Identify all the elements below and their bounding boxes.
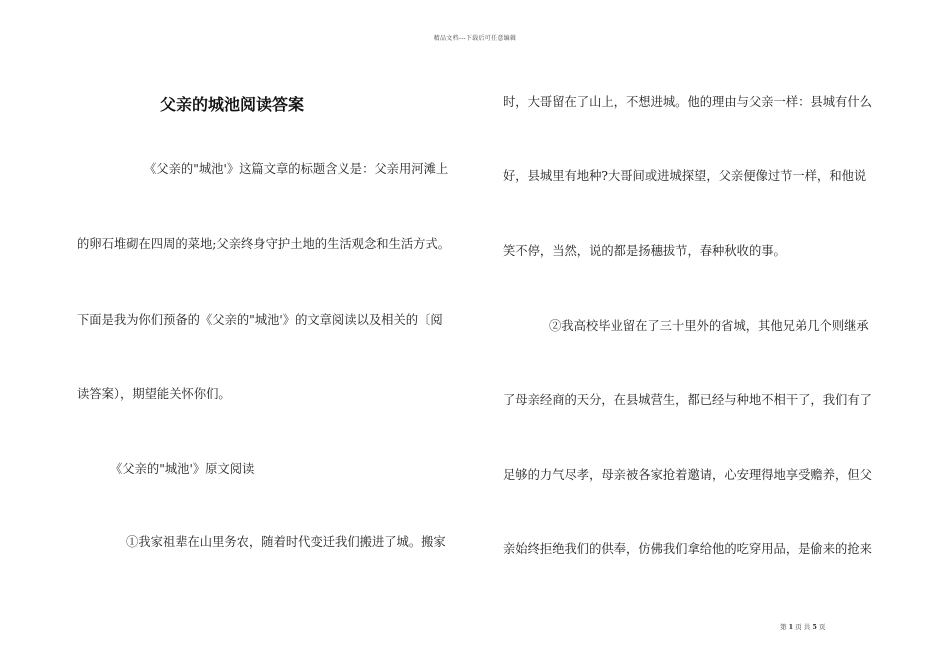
page-footer (780, 622, 825, 631)
footer-middle: 页 共 (795, 623, 811, 631)
right-line-6: 足够的力气尽孝，母亲被各家抢着邀请，心安理得地享受赡养，但父 (503, 468, 872, 482)
right-line-7: 亲始终拒绝我们的供奉，仿佛我们拿给他的吃穿用品，是偷来的抢来 (503, 542, 872, 556)
page-title: 父亲的城池阅读答案 (160, 95, 305, 114)
footer-page-number: 1 (788, 623, 794, 631)
footer-total-pages: 5 (812, 623, 817, 631)
footer-prefix: 第 (780, 623, 787, 631)
left-line-4: 读答案），期望能关怀你们。 (77, 387, 231, 401)
left-line-2: 的卵石堆砌在四周的菜地;父亲终身守护土地的生活观念和生活方式。 (77, 237, 451, 251)
left-line-6: ①我家祖辈在山里务农，随着时代变迁我们搬进了城。搬家 (126, 535, 446, 549)
right-line-3: 笑不停，当然，说的都是扬穗拔节，春种秋收的事。 (503, 244, 786, 258)
right-line-2: 好，县城里有地种?大哥间或进城探望，父亲便像过节一样，和他说 (503, 169, 867, 183)
left-line-3: 下面是我为你们预备的《父亲的"城池'》的文章阅读以及相关的〔阅 (77, 313, 443, 327)
right-line-4: ②我高校毕业留在了三十里外的省城，其他兄弟几个则继承 (549, 319, 869, 333)
right-line-5: 了母亲经商的天分，在县城营生，都已经与种地不相干了，我们有了 (503, 393, 872, 407)
footer-suffix: 页 (818, 623, 826, 631)
left-line-1: 《父亲的"城池'》这篇文章的标题含义是：父亲用河滩上 (144, 162, 449, 176)
right-line-1: 时，大哥留在了山上，不想进城。他的理由与父亲一样：县城有什么 (503, 95, 872, 109)
left-line-5: 《父亲的"城池'》原文阅读 (110, 462, 255, 476)
page-header: 精品文档---下载后可任意编辑 (433, 35, 517, 42)
